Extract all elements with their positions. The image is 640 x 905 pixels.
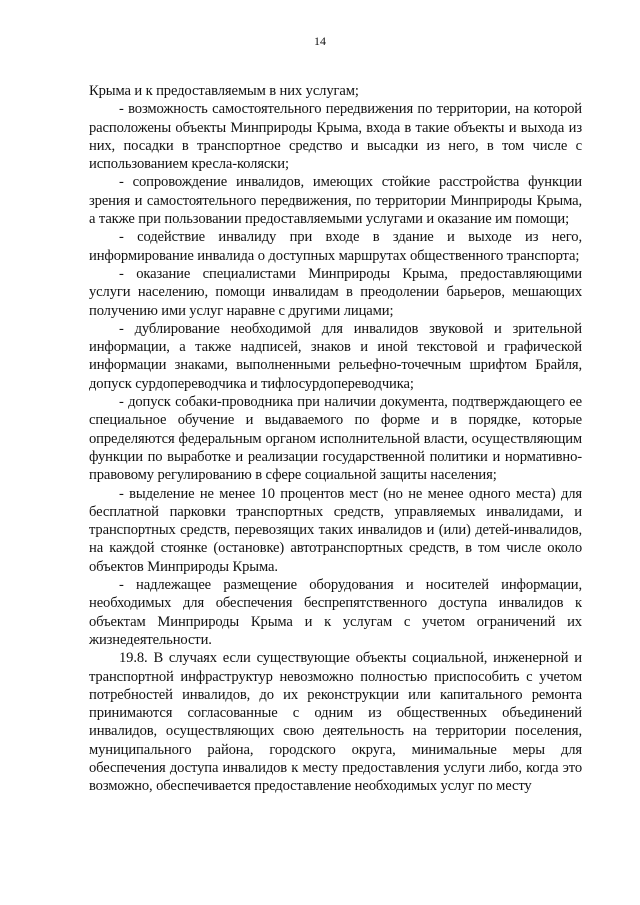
list-item-assistance-entry: - содействие инвалиду при входе в здание и выходе из него, информирование инвалида о доступных маршрутах общественного транспорта; [89,229,582,264]
list-item-guide-dog: - допуск собаки-проводника при наличии документа, подтверждающего ее специальное обучение и выдаваемого по форме и в порядке, которые определяются федеральным органом исполнительной власти, осуществляющим функции по выработке и реализации государственной политики и нормативно-правовому регулированию в сфере социальной защиты населения; [89,394,582,484]
paragraph-continuation: Крыма и к предоставляемым в них услугам; [89,83,359,99]
paragraph-19-8: 19.8. В случаях если существующие объекты социальной, инженерной и транспортной инфраструктур невозможно полностью приспособить с учетом потребностей инвалидов, до их реконструкции или капитального ремонта принимаются согласованные с одним из общественных объединений инвалидов, осуществляющих свою деятельность на территории поселения, муниципального района, городского округа, минимальные меры для обеспечения доступа инвалидов к месту предоставления услуги либо, когда это возможно, обеспечивается предоставление необходимых услуг по месту [89,650,582,795]
list-item-independent-movement: - возможность самостоятельного передвижения по территории, на которой расположены объекты Минприроды Крыма, входа в такие объекты и выхода из них, посадки в транспортное средство и высадки из него, в том числе с использованием кресла-коляски; [89,101,582,173]
page-number: 14 [314,34,326,48]
list-item-specialist-help: - оказание специалистами Минприроды Крыма, предоставляющими услуги населению, помощи инвалидам в преодолении барьеров, мешающих получению ими услуг наравне с другими лицами; [89,265,582,319]
list-item-escort: - сопровождение инвалидов, имеющих стойкие расстройства функции зрения и самостоятельного передвижения, по территории Минприроды Крыма, а также при пользовании предоставляемыми услугами и оказание им помощи; [89,174,582,228]
body-text [89,82,582,796]
list-item-parking: - выделение не менее 10 процентов мест (но не менее одного места) для бесплатной парковки транспортных средств, управляемых инвалидами, и транспортных средств, перевозящих таких инвалидов и (или) детей-инвалидов, на каждой стоянке (остановке) автотранспортных средств, в том числе около объектов Минприроды Крыма. [89,485,582,575]
list-item-equipment-placement: - надлежащее размещение оборудования и носителей информации, необходимых для обеспечения беспрепятственного доступа инвалидов к объектам Минприроды Крыма и к услугам с учетом ограничений их жизнедеятельности. [89,577,582,648]
list-item-braille-duplication: - дублирование необходимой для инвалидов звуковой и зрительной информации, а также надписей, знаков и иной текстовой и графической информации знаками, выполненными рельефно-точечным шрифтом Брайля, допуск сурдопереводчика и тифлосурдопереводчика; [89,320,582,392]
